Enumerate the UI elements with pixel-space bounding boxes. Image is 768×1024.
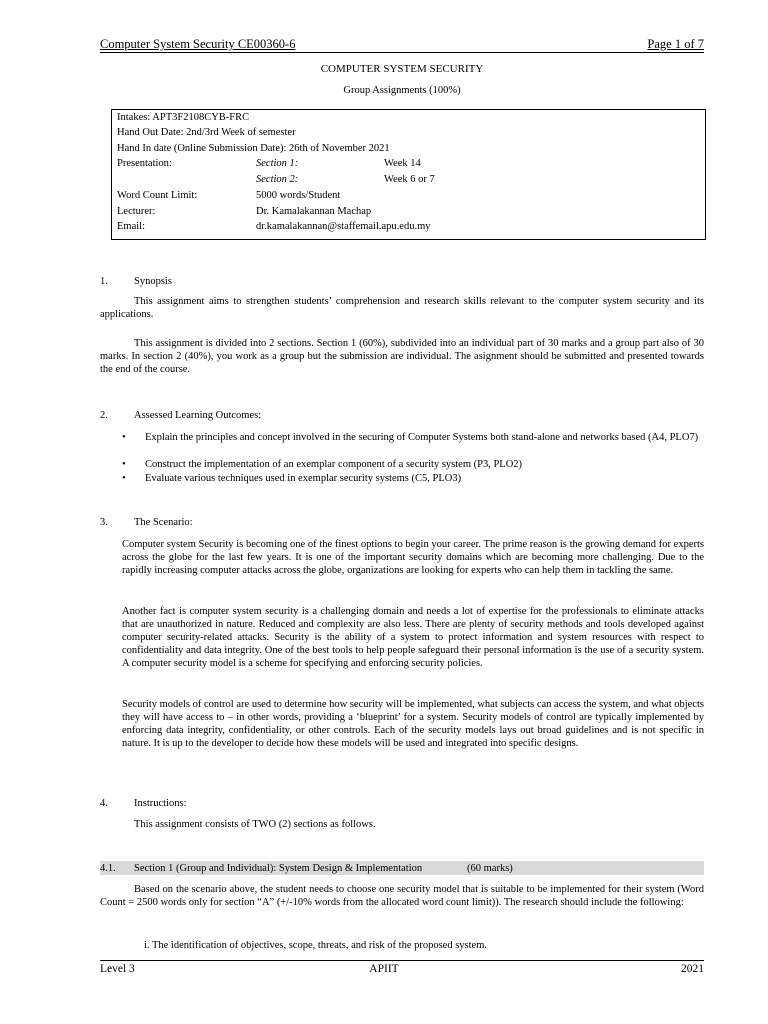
info-section2-row [117,173,697,186]
scenario-paragraph-3: Security models of control are used to determine how security will be implemented, what subjects can access the system, and what objects they will have access to – in other words, providing a ‘blueprint’ for a system. Security models of control are typically implemented by enforcing data integrity, confidentiality, or other controls. Each of the security models lays out broad guidelines and is not specific in nature. It is up to the developer to decide how these models will be used and integrated into specific designs. [122,699,704,749]
word-count-label: Word Count Limit: [117,190,198,201]
info-lecturer-row [117,205,697,218]
instructions-paragraph: This assignment consists of TWO (2) sections as follows. [134,819,376,830]
header-course-title: Computer System Security CE00360-6 [100,37,296,51]
synopsis-paragraph-2: This assignment is divided into 2 sections. Section 1 (60%), subdivided into an individual part of 30 marks and a group part also of 30 marks. In section 2 (40%), you work as a group but the submission are individual. The asignment should be submitted and presented towards the end of the course. [100,338,704,375]
section1-label: Section 1: [256,158,299,169]
info-word-count-row [117,189,697,202]
email-label: Email: [117,221,145,232]
section-4-1-paragraph: Based on the scenario above, the student needs to choose one security model that is suitable to be implemented for their system (Word Count = 2500 words only for section “A” (+/-10% words from the allocated word count limit)). The research should include the following: [100,884,704,908]
lecturer-value: Dr. Kamalakannan Machap [256,206,372,217]
synopsis-paragraph-1: This assignment aims to strengthen students’ comprehension and research skills relevant to the computer system security and its applications. [100,296,704,320]
scenario-paragraph-2: Another fact is computer system security is a challenging domain and needs a lot of expertise for the professionals to eliminate attacks that are unauthorized in nature. Reduced and complexity are also less. There are plenty of security methods and tools developed against computer security-related attacks. Security is the ability of a system to protect information and system resources with respect to confidentiality and data integrity. One of the best tools to help people safeguard their personal information is the use of a security system. A computer security model is a scheme for specifying and enforcing security policies. [122,606,704,669]
section-4-number: 4. [100,798,108,809]
section-2-title: Assessed Learning Outcomes: [134,410,262,421]
section-3-title: The Scenario: [134,517,193,528]
footer-year: 2021 [681,963,704,975]
info-hand-out: Hand Out Date: 2nd/3rd Week of semester [117,127,296,138]
section2-label: Section 2: [256,174,299,185]
document-title: COMPUTER SYSTEM SECURITY [320,63,484,75]
footer-level: Level 3 [100,963,135,975]
footer-divider [100,960,704,961]
email-value: dr.kamalakannan@staffemail.apu.edu.my [256,221,431,232]
bullet-icon: • [122,473,126,484]
info-presentation-row [117,157,697,170]
word-count-value: 5000 words/Student [256,190,341,201]
section2-week: Week 6 or 7 [384,174,435,185]
learning-outcome-3: Evaluate various techniques used in exemplar security systems (C5, PLO3) [145,473,462,484]
learning-outcome-2: Construct the implementation of an exemplar component of a security system (P3, PLO2) [145,459,523,470]
section-1-title: Synopsis [134,276,172,287]
lecturer-label: Lecturer: [117,206,156,217]
section-4-1-marks: (60 marks) [467,863,513,874]
footer-institution: APIIT [369,963,399,975]
section-1-number: 1. [100,276,108,287]
bullet-icon: • [122,459,126,470]
section-4-1-number: 4.1. [100,863,116,874]
section-4-1-title: Section 1 (Group and Individual): System Design & Implementation [134,863,423,874]
bullet-icon: • [122,432,126,443]
section-4-title: Instructions: [134,798,187,809]
learning-outcome-1: Explain the principles and concept involved in the securing of Computer Systems both stand-alone and networks based (A4, PLO7) [145,432,699,443]
scenario-paragraph-1: Computer system Security is becoming one of the finest options to begin your career. The prime reason is the growing demand for experts across the globe for the last few years. It is one of the important security domains which are becoming more challenging. Due to the rapidly increasing computer attacks across the globe, organizations are looking for experts who can help them in tackling the same. [122,539,704,576]
info-intakes: Intakes: APT3F2108CYB-FRC [117,112,250,123]
section1-week: Week 14 [384,158,421,169]
section-3-number: 3. [100,517,108,528]
section-4-1-item-i: i. The identification of objectives, scope, threats, and risk of the proposed system. [144,940,488,951]
header-divider [100,52,704,53]
header-page-number: Page 1 of 7 [647,37,704,51]
info-hand-in: Hand In date (Online Submission Date): 26th of November 2021 [117,143,390,154]
info-email-row [117,220,697,233]
presentation-label: Presentation: [117,158,172,169]
document-subtitle: Group Assignments (100%) [343,85,461,96]
section-2-number: 2. [100,410,108,421]
